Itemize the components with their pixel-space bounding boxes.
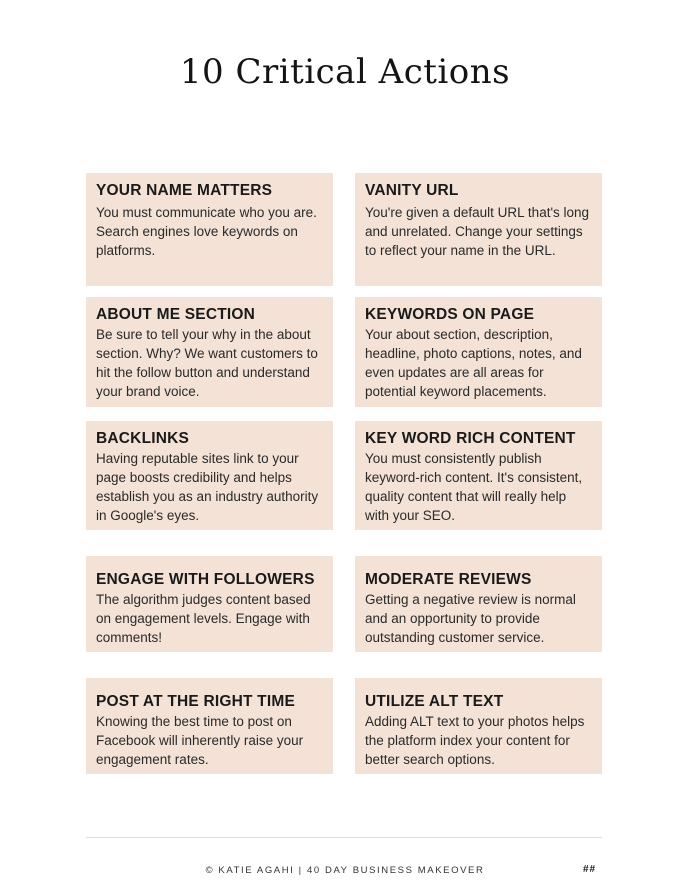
page-title: 10 Critical Actions	[179, 52, 511, 92]
card-engage-with-followers	[86, 556, 333, 652]
card-body: Adding ALT text to your photos helps the platform index your content for better search options.	[365, 714, 585, 767]
card-body: Knowing the best time to post on Facebook will inherently raise your engagement rates.	[96, 714, 304, 767]
card-moderate-reviews	[355, 556, 602, 652]
footer-divider	[86, 837, 602, 838]
card-utilize-alt-text	[355, 678, 602, 774]
card-vanity-url	[355, 173, 602, 286]
card-heading: BACKLINKS	[96, 430, 190, 447]
card-body: You must communicate who you are. Search engines love keywords on platforms.	[96, 205, 317, 258]
card-your-name-matters	[86, 173, 333, 286]
card-body: Getting a negative review is normal and an opportunity to provide outstanding customer service.	[365, 592, 576, 645]
card-body: The algorithm judges content based on engagement levels. Engage with comments!	[96, 592, 311, 645]
card-body: You must consistently publish keyword-rich content. It's consistent, quality content that will really help with your SEO.	[365, 451, 583, 523]
card-body: You're given a default URL that's long and unrelated. Change your settings to reflect your name in the URL.	[365, 205, 590, 258]
page-number: ##	[583, 864, 597, 875]
card-post-at-the-right-time	[86, 678, 333, 774]
card-heading: YOUR NAME MATTERS	[96, 182, 273, 199]
card-body: Your about section, description, headline, photo captions, notes, and even updates are all areas for potential keyword placements.	[365, 327, 582, 399]
card-about-me-section	[86, 297, 333, 407]
card-heading: KEY WORD RICH CONTENT	[365, 430, 576, 447]
card-heading: ENGAGE WITH FOLLOWERS	[96, 571, 315, 588]
card-heading: KEYWORDS ON PAGE	[365, 306, 535, 323]
card-keywords-on-page	[355, 297, 602, 407]
footer-copyright: © KATIE AGAHI | 40 DAY BUSINESS MAKEOVER	[205, 865, 485, 876]
card-heading: ABOUT ME SECTION	[96, 306, 256, 323]
card-heading: VANITY URL	[365, 182, 459, 199]
card-body: Be sure to tell your why in the about section. Why? We want customers to hit the follow button and understand your brand voice.	[96, 327, 318, 399]
card-heading: UTILIZE ALT TEXT	[365, 693, 504, 710]
card-heading: MODERATE REVIEWS	[365, 571, 532, 588]
card-key-word-rich-content	[355, 421, 602, 530]
card-backlinks	[86, 421, 333, 530]
card-heading: POST AT THE RIGHT TIME	[96, 693, 296, 710]
card-body: Having reputable sites link to your page boosts credibility and helps establish you as an industry authority in Google's eyes.	[96, 451, 319, 523]
